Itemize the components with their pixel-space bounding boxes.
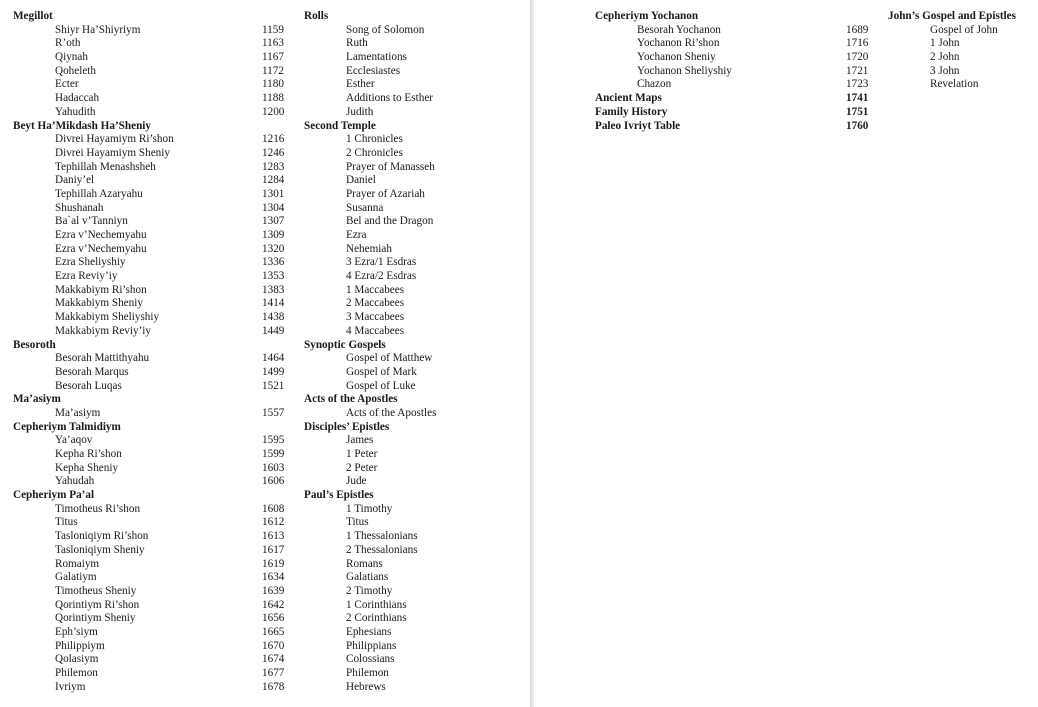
entry-title: Tasloniqiym Ri’shon [55,530,149,543]
entry-title: 1 Thessalonians [346,530,418,543]
toc-entry [304,202,524,216]
page-number: 1656 [262,612,285,625]
entry-title: Timotheus Sheniy [55,584,137,597]
entry-title: R’oth [55,37,81,50]
section-title: Family History [595,105,668,118]
page-number: 1741 [846,92,869,105]
section-title: Cepheriym Yochanon [595,10,699,22]
toc-entry [13,475,293,489]
entry-title: Ezra Sheliyshiy [55,256,126,269]
entry-title: Qorintiym Ri’shon [55,598,140,611]
entry-title: 1 Chronicles [346,133,403,146]
toc-entry [13,188,293,202]
toc-entry [304,558,524,572]
toc-entry [304,24,524,38]
toc-entry [304,51,524,65]
entry-title: Makkabiym Sheliyshiy [55,311,160,324]
toc-entry [595,24,885,38]
entry-title: Acts of the Apostles [346,406,437,419]
toc-entry [13,270,293,284]
toc-entry [13,366,293,380]
entry-title: Romaiym [55,557,100,570]
toc-entry [13,229,293,243]
page-number: 1720 [846,51,869,64]
toc-entry [13,667,293,681]
toc-entry [304,640,524,654]
toc-entry [595,65,885,79]
entry-title: 2 Corinthians [346,612,407,625]
entry-title: Timotheus Ri’shon [55,502,141,515]
page-number: 1678 [262,680,285,693]
toc-entry [304,599,524,613]
entry-title: Hadaccah [55,92,100,105]
entry-title: Prayer of Azariah [346,187,425,200]
toc-entry [888,37,1036,51]
section-title: Disciples’ Epistles [304,420,390,433]
toc-entry [13,612,293,626]
toc-entry [304,78,524,92]
page-number: 1216 [262,133,285,146]
toc-entry [13,297,293,311]
entry-title: Yochanon Sheniy [637,51,716,64]
toc-entry [13,407,293,421]
toc-entry [13,147,293,161]
toc-entry [304,462,524,476]
entry-title: Ephesians [346,625,392,638]
toc-column-english-names-continued [888,10,1036,92]
page-number: 1612 [262,516,285,529]
section-title: Ancient Maps [595,92,662,105]
toc-entry [13,133,293,147]
section-title: Second Temple [304,119,376,132]
entry-title: Gospel of Luke [346,379,416,392]
entry-title: Yahudith [55,105,96,118]
entry-title: 2 Timothy [346,584,393,597]
entry-title: Revelation [930,78,979,91]
toc-entry [13,434,293,448]
toc-entry [888,65,1036,79]
toc-entry [13,243,293,257]
entry-title: Shushanah [55,201,104,214]
toc-entry [304,366,524,380]
toc-entry [595,78,885,92]
page-number: 1188 [262,92,284,105]
entry-title: 2 Maccabees [346,297,405,310]
page-number: 1438 [262,311,285,324]
toc-entry [304,92,524,106]
entry-title: Philemon [55,667,98,679]
entry-title: Philippiym [55,639,105,652]
entry-title: Daniy’el [55,174,95,187]
page-number: 1670 [262,639,285,652]
toc-entry [304,503,524,517]
page-number: 1246 [262,146,285,159]
entry-title: Shiyr Ha’Shiyriym [55,23,141,36]
toc-entry [304,284,524,298]
section-title: John’s Gospel and Epistles [888,10,1016,22]
toc-entry [13,325,293,339]
section-title: Cepheriym Talmidiym [13,420,121,433]
page-number: 1320 [262,242,285,255]
entry-title: Titus [55,516,78,529]
entry-title: Qoheleth [55,64,97,77]
toc-entry [304,311,524,325]
page-number: 1301 [262,187,285,200]
entry-title: Divrei Hayamiym Sheniy [55,146,170,159]
entry-title: 3 Ezra/1 Esdras [346,256,417,269]
toc-entry [13,681,293,695]
page-number: 1200 [262,105,285,118]
section-title: Megillot [13,10,53,22]
entry-title: Galatiym [55,571,97,584]
entry-title: Romans [346,557,383,570]
toc-entry [13,37,293,51]
toc-entry [13,284,293,298]
entry-title: Makkabiym Reviy’iy [55,324,152,337]
toc-entry [13,585,293,599]
entry-title: Kepha Ri’shon [55,448,122,460]
page-number: 1619 [262,557,285,570]
toc-entry [13,106,293,120]
page-number: 1642 [262,598,285,611]
page-number: 1674 [262,653,285,666]
toc-column-hebrew-names [13,10,293,694]
toc-entry [304,448,524,462]
toc-section-heading [13,339,293,353]
toc-entry [13,256,293,270]
toc-entry [304,147,524,161]
toc-entry [304,475,524,489]
page-number: 1414 [262,297,285,310]
entry-title: Gospel of Mark [346,365,417,378]
section-title: Ma’asiym [13,393,61,406]
entry-title: Nehemiah [346,242,392,255]
toc-entry [13,544,293,558]
entry-title: Ezra [346,229,367,241]
entry-title: 3 Maccabees [346,311,405,324]
toc-entry [13,503,293,517]
entry-title: 1 Timothy [346,502,393,515]
toc-entry [13,352,293,366]
entry-title: James [346,434,374,447]
entry-title: Gospel of Matthew [346,352,433,365]
entry-title: Tephillah Azaryahu [55,187,143,200]
toc-entry [13,380,293,394]
toc-entry [13,311,293,325]
entry-title: Ecter [55,78,79,91]
toc-section-heading [304,421,524,435]
toc-entry [304,571,524,585]
toc-entry [13,202,293,216]
entry-title: Besorah Luqas [55,379,122,392]
page-number: 1163 [262,37,284,50]
page-number: 1283 [262,160,285,173]
toc-entry [304,270,524,284]
entry-title: Susanna [346,201,384,214]
entry-title: Ivriym [55,680,86,693]
toc-entry [304,133,524,147]
page-number: 1606 [262,475,285,488]
entry-title: Lamentations [346,51,407,64]
toc-entry [13,516,293,530]
entry-title: Tasloniqiym Sheniy [55,543,145,556]
entry-title: 4 Maccabees [346,324,405,337]
page-number: 1180 [262,78,284,91]
toc-entry [13,78,293,92]
entry-title: Makkabiym Sheniy [55,297,143,310]
toc-section-heading [13,421,293,435]
entry-title: 2 John [930,51,960,64]
toc-entry [304,434,524,448]
toc-entry [304,325,524,339]
toc-section-heading [304,489,524,503]
toc-section-heading [13,10,293,24]
toc-entry [13,599,293,613]
toc-entry [304,681,524,695]
toc-section-heading [888,10,1036,24]
page-number: 1309 [262,229,285,241]
entry-title: Jude [346,475,367,488]
entry-title: Eph’siym [55,625,98,638]
toc-section-heading [304,120,524,134]
page-number: 1159 [262,23,284,36]
toc-section-heading [13,489,293,503]
toc-entry [13,24,293,38]
section-title: Paul’s Epistles [304,489,374,502]
page-number: 1307 [262,215,285,228]
page-number: 1689 [846,23,869,36]
toc-entry [304,37,524,51]
page-number: 1608 [262,502,285,515]
entry-title: Bel and the Dragon [346,215,434,228]
section-title: Beyt Ha’Mikdash Ha’Sheniy [13,119,151,132]
page-number: 1353 [262,270,285,283]
entry-title: Ezra Reviy’iy [55,270,118,283]
page-number: 1172 [262,64,284,77]
page-number: 1464 [262,352,285,365]
entry-title: Ya’aqov [55,434,93,447]
page-number: 1634 [262,571,285,584]
toc-entry [304,215,524,229]
entry-title: Besorah Mattithyahu [55,352,150,365]
page-number: 1723 [846,78,869,91]
entry-title: Qiynah [55,51,88,64]
entry-title: Philippians [346,639,397,652]
page-number: 1716 [846,37,869,50]
toc-entry [304,612,524,626]
toc-entry [13,571,293,585]
entry-title: Ecclesiastes [346,64,401,77]
section-title: Cepheriym Pa’al [13,489,95,502]
toc-entry [304,352,524,366]
entry-title: 1 John [930,37,960,50]
toc-entry [304,653,524,667]
toc-entry [304,65,524,79]
toc-column-hebrew-names-continued [595,10,885,133]
entry-title: Prayer of Manasseh [346,160,435,173]
toc-entry [304,407,524,421]
entry-title: Galatians [346,571,389,584]
toc-entry [13,215,293,229]
page-number: 1665 [262,625,285,638]
entry-title: Ba`al v’Tanniyn [55,215,128,228]
entry-title: Makkabiym Ri’shon [55,283,147,296]
toc-entry [304,530,524,544]
toc-entry [13,161,293,175]
toc-section-heading [595,106,885,120]
section-title: Besoroth [13,338,56,351]
entry-title: Gospel of John [930,23,998,36]
toc-entry [13,530,293,544]
toc-entry [304,229,524,243]
toc-entry [13,462,293,476]
page-number: 1677 [262,667,285,679]
entry-title: Ruth [346,37,368,50]
toc-entry [13,653,293,667]
entry-title: Yahudah [55,475,95,488]
section-title: Paleo Ivriyt Table [595,119,681,132]
page-number: 1751 [846,105,869,118]
toc-entry [888,24,1036,38]
entry-title: Tephillah Menashsheh [55,160,156,173]
toc-entry [304,106,524,120]
toc-entry [304,585,524,599]
toc-section-heading [595,92,885,106]
entry-title: Esther [346,78,375,91]
section-title: Rolls [304,10,329,22]
page-number: 1613 [262,530,285,543]
page-number: 1304 [262,201,285,214]
page-number: 1383 [262,283,285,296]
page-number: 1499 [262,365,285,378]
toc-entry [304,667,524,681]
toc-entry [13,640,293,654]
toc-section-heading [304,339,524,353]
toc-column-english-names [304,10,524,694]
entry-title: 2 Chronicles [346,146,403,159]
toc-entry [13,92,293,106]
toc-section-heading [13,393,293,407]
entry-title: Yochanon Ri’shon [637,37,720,50]
entry-title: Kepha Sheniy [55,461,119,474]
toc-entry [888,51,1036,65]
page-number: 1595 [262,434,285,447]
page-number: 1336 [262,256,285,269]
toc-section-heading [304,10,524,24]
toc-entry [13,174,293,188]
entry-title: Divrei Hayamiym Ri’shon [55,133,174,146]
page-number: 1760 [846,119,869,132]
toc-entry [304,297,524,311]
entry-title: Hebrews [346,680,386,693]
entry-title: Chazon [637,78,672,91]
entry-title: 1 Corinthians [346,598,407,611]
page-number: 1617 [262,543,285,556]
page-number: 1603 [262,461,285,474]
toc-entry [13,65,293,79]
entry-title: Titus [346,516,369,529]
entry-title: 4 Ezra/2 Esdras [346,270,417,283]
entry-title: Besorah Yochanon [637,23,721,36]
toc-section-heading [13,120,293,134]
entry-title: Song of Solomon [346,23,425,36]
entry-title: 1 Maccabees [346,283,405,296]
entry-title: 3 John [930,64,960,77]
entry-title: 1 Peter [346,448,378,460]
entry-title: Ma’asiym [55,406,101,419]
entry-title: Yochanon Sheliyshiy [637,64,732,77]
toc-entry [13,448,293,462]
entry-title: Colossians [346,653,395,666]
page-number: 1639 [262,584,285,597]
page-number: 1284 [262,174,285,187]
entry-title: Ezra v’Nechemyahu [55,242,147,255]
toc-entry [304,174,524,188]
entry-title: Philemon [346,667,389,679]
entry-title: Qorintiym Sheniy [55,612,136,625]
toc-entry [304,626,524,640]
page-number: 1599 [262,448,285,460]
entry-title: 2 Thessalonians [346,543,418,556]
entry-title: Judith [346,105,374,118]
toc-entry [304,256,524,270]
toc-section-heading [595,120,885,134]
page-number: 1449 [262,324,285,337]
toc-entry [888,78,1036,92]
page-number: 1557 [262,406,285,419]
section-title: Synoptic Gospels [304,338,386,351]
toc-section-heading [304,393,524,407]
toc-entry [13,558,293,572]
toc-entry [304,188,524,202]
entry-title: Additions to Esther [346,92,434,105]
toc-entry [304,544,524,558]
page-number: 1167 [262,51,284,64]
toc-entry [595,51,885,65]
toc-entry [595,37,885,51]
entry-title: Besorah Marqus [55,365,129,378]
toc-entry [304,516,524,530]
section-title: Acts of the Apostles [304,393,398,406]
toc-entry [304,243,524,257]
toc-entry [304,161,524,175]
entry-title: Daniel [346,174,376,187]
page-number: 1721 [846,64,869,77]
page-number: 1521 [262,379,285,392]
toc-section-heading [595,10,885,24]
entry-title: Qolasiym [55,653,99,666]
toc-entry [304,380,524,394]
entry-title: 2 Peter [346,461,378,474]
toc-entry [13,51,293,65]
toc-entry [13,626,293,640]
entry-title: Ezra v’Nechemyahu [55,229,147,241]
